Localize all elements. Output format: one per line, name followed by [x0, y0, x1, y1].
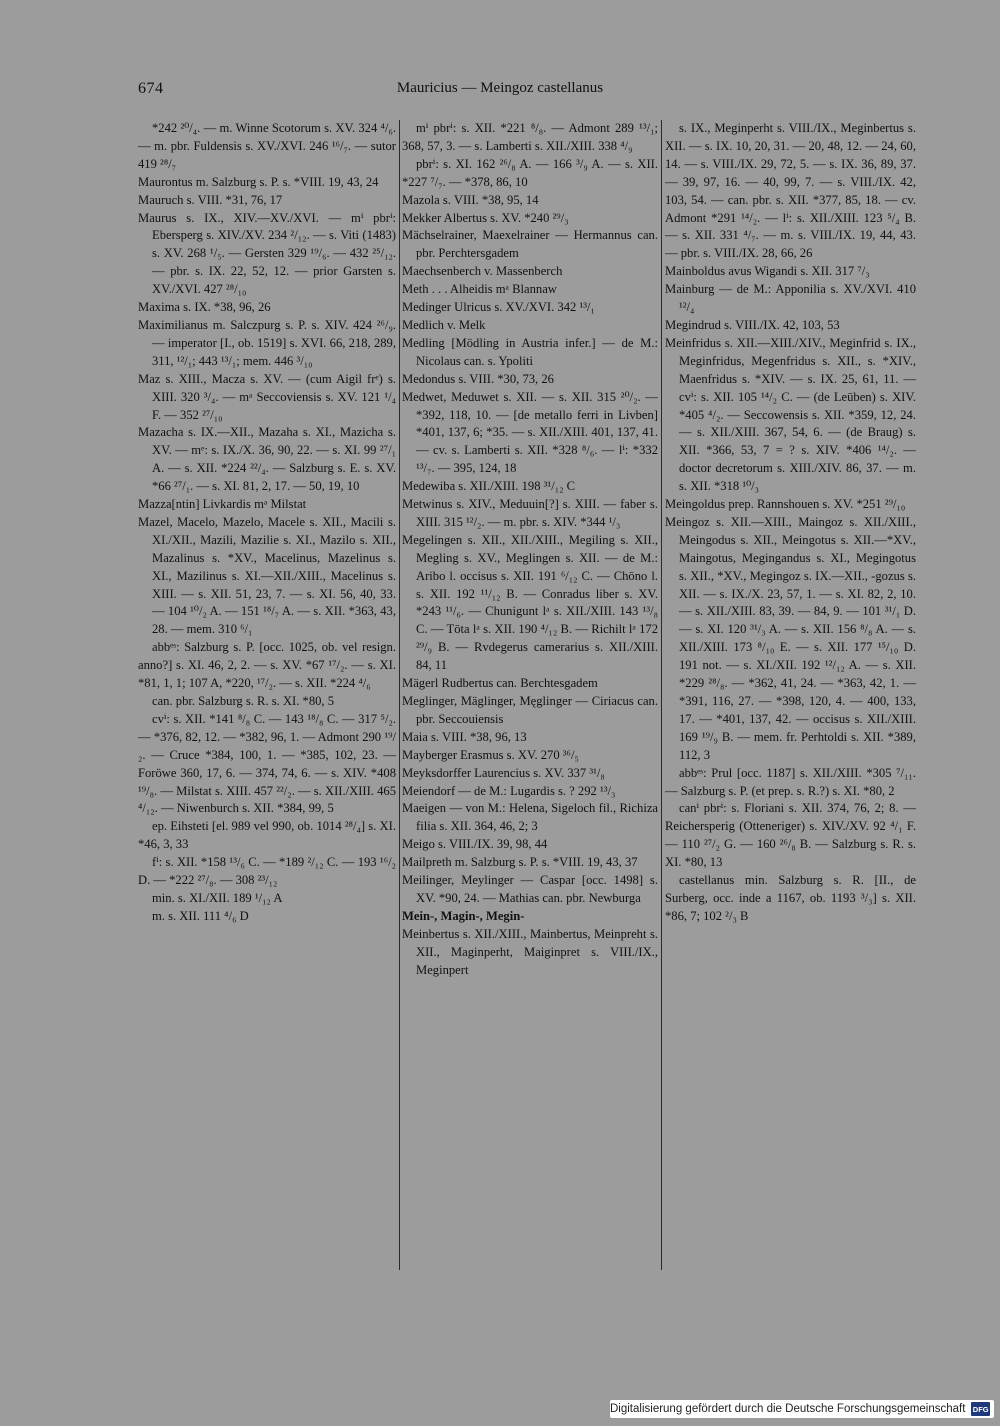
- index-entry: pbrⁱ: s. XI. 162 ²⁶/₈ A. — 166 ³/₉ A. — s. XII. *227 ⁷/₇. — *378, 86, 10: [402, 156, 658, 189]
- index-column-3: [665, 120, 916, 926]
- index-entry: min. s. XI./XII. 189 ¹/₁₂ A: [152, 890, 283, 905]
- index-entry: s. IX., Meginperht s. VIII./IX., Meginbertus s. XII. — s. IX. 10, 20, 31. — 20, 48, 12. — 24, 60, 14. — s. VIII./IX. 29, 72, 5. — s. IX. 36, 89, 37. — 39, 97, 16. — 40, 99, 7. — s. VIII./IX. 42, 103, 54. — can. pbr. s. XII. *377, 85, 18. — cv. Admont *291 ¹⁴/₂. — lⁱ: s. XII./XIII. 123 ⁵/₄ B. — s. XII. 331 ⁴/₇. — m. s. VIII./IX. 19, 44, 43. — pbr. s. VIII./IX. 28, 66, 26: [665, 121, 916, 261]
- index-entry: abbᵉˢ: Prul [occ. 1187] s. XII./XIII. *305 ⁷/₁₁. — Salzburg s. P. (et prep. s. R.?) s. XI. *80, 2: [665, 765, 916, 798]
- index-entry: Mazza[ntin] Livkardis mᵃ Milstat: [138, 497, 307, 512]
- index-entry: Mainboldus avus Wigandi s. XII. 317 ⁷/₃: [665, 264, 870, 279]
- index-entry: Mayberger Erasmus s. XV. 270 ³⁶/₅: [402, 747, 579, 762]
- footer-text: Digitalisierung gefördert durch die Deutsche Forschungsgemeinschaft: [610, 1403, 966, 1415]
- index-entry: Mailpreth m. Salzburg s. P. s. *VIII. 19, 43, 37: [402, 855, 638, 870]
- index-entry: abbᵉˢ: Salzburg s. P. [occ. 1025, ob. vel resign. anno?] s. XI. 46, 2, 2. — s. XV. *67 ¹⁷/₂. — s. XI. *81, 1, 1; 107 A, *220, ¹⁷/₂. — s. XII. *224 ⁴/₆: [138, 640, 396, 691]
- index-entry: Mainburg — de M.: Apponilia s. XV./XVI. 410 ¹²/₄: [665, 282, 916, 315]
- index-entry: Mekker Albertus s. XV. *240 ²⁹/₃: [402, 210, 569, 225]
- index-entry: Mazel, Macelo, Mazelo, Macele s. XII., Macili s. XI./XII., Mazili, Mazilie s. XI., Mazilo s. XII., Mazalinus s. *XV., Macelinus, Mazelinus s. XI., Mazilinus s. XI.—XII./XIII., Macelinus s. XIII. — s. XII. 51, 23, 7. — s. XI. 56, 40, 33. — 104 ¹⁰/₂ A. — 151 ¹⁸/₇ A. — s. XII. *363, 43, 28. — mem. 310 ⁶/₁: [138, 514, 396, 637]
- index-entry: Maia s. VIII. *38, 96, 13: [402, 729, 527, 744]
- index-entry: Medling [Mödling in Austria infer.] — de M.: Nicolaus can. s. Ypoliti: [402, 335, 658, 368]
- index-entry: Mazacha s. IX.—XII., Mazaha s. XI., Mazicha s. XV. — mᵉ: s. IX./X. 36, 90, 22. — s. XI. 99 ²⁷/₁ A. — s. XII. *224 ²²/₄. — Salzburg s. E. s. XV. *66 ²⁷/₁. — s. XI. 81, 2, 17. — 50, 19, 10: [138, 425, 396, 494]
- index-entry: cvⁱ: s. XII. *141 ⁸/₈ C. — 143 ¹⁸/₈ C. — 317 ⁵/₂. — *376, 82, 12. — *382, 96, 1. — Admont 290 ¹⁹/₂. — Cruce *384, 100, 1. — *385, 102, 23. — Foröwe 360, 17, 6. — 374, 74, 6. — s. XIV. *408 ¹⁹/₈. — Milstat s. XIII. 457 ²²/₂. — s. XII./XIII. 465 ⁴/₁₂. — Niwenburch s. XII. *384, 99, 5: [138, 711, 396, 816]
- index-entry: Meyksdorffer Laurencius s. XV. 337 ³¹/₈: [402, 765, 605, 780]
- footer-banner: [610, 1400, 994, 1418]
- index-entry: mⁱ pbrⁱ: s. XII. *221 ⁸/₈. — Admont 289 ¹³/₁; 368, 57, 3. — s. Lamberti s. XII./XIII. 338 ⁴/₉: [402, 121, 658, 153]
- index-entry: Meingoz s. XII.—XIII., Maingoz s. XII./XIII., Meingodus s. XII., Meingotus s. XII.—*XV., Maingotus, Megingandus s. XI., Megingotus s. XII., *XV., Megingoz s. IX.—XII., -gozus s. XII. — s. IX./X. 23, 57, 1. — s. XI. 82, 2, 10. — s. XII./XIII. 83, 39. — 84, 9. — 101 ³¹/₁ D. — s. XI. 120 ³¹/₃ A. — s. XII. 156 ⁸/₈ A. — s. XII./XIII. 173 ⁸/₁₀ E. — s. XII. 177 ¹⁵/₁₀ D. 191 not. — s. XI./XII. 192 ¹²/₁₂ A. — s. XII. *229 ²⁸/₈. — *362, 41, 24. — *363, 42, 1. — *391, 116, 27. — *398, 120, 4. — 400, 133, 17. — *401, 137, 42. — occisus s. XII./XIII. 169 ¹⁹/₉ B. — mem. fr. Perhtoldi s. XII. *389, 112, 3: [665, 514, 916, 762]
- section-heading: Mein-, Magin-, Megin-: [402, 908, 525, 923]
- index-entry: Meinbertus s. XII./XIII., Mainbertus, Meinpreht s. XII., Maginperht, Maiginpret s. VIII./IX., Meginpert: [402, 926, 658, 977]
- column-divider: [399, 120, 400, 1270]
- index-entry: Medondus s. VIII. *30, 73, 26: [402, 371, 554, 386]
- index-entry: can. pbr. Salzburg s. R. s. XI. *80, 5: [152, 694, 335, 708]
- index-entry: Megelingen s. XII., XII./XIII., Megiling s. XII., Megling s. XV., Meglingen s. XII. — de M.: Aribo l. occisus s. XII. 191 ⁶/₁₂ C. — Chōno l. s. XII. 192 ¹¹/₁₂ B. — Conradus liber s. XV. *243 ¹¹/₆. — Chunigunt lᵃ s. XII./XIII. 143 ¹³/₈ C. — Tōta lᵃ s. XII. 190 ⁴/₁₂ B. — Richilt lᵃ 172 ²⁹/₉ B. — Rvdegerus camerarius s. XII./XIII. 84, 11: [402, 532, 658, 673]
- index-entry: Maximilianus m. Salczpurg s. P. s. XIV. 424 ²⁶/₉. — imperator [I., ob. 1519] s. XVI. 66, 218, 289, 311, ¹²/₁; 443 ¹³/₁; mem. 446 ³/₁₀: [138, 317, 396, 368]
- index-entry: Maz s. XIII., Macza s. XV. — (cum Aigil frᵉ) s. XIII. 320 ³/₄. — mᵃ Seccoviensis s. XV. 121 ¹/₄ F. — 352 ²⁷/₁₀: [138, 371, 396, 422]
- dfg-logo-icon: DFG: [971, 1402, 990, 1416]
- index-entry: Meth . . . Alheidis mᵃ Blannaw: [402, 282, 557, 297]
- index-entry: Meilinger, Meylinger — Caspar [occ. 1498] s. XV. *90, 24. — Mathias can. pbr. Newburga: [402, 873, 658, 905]
- index-entry: m. s. XII. 111 ⁴/₆ D: [152, 908, 249, 923]
- index-entry: Mazola s. VIII. *38, 95, 14: [402, 192, 539, 207]
- index-entry: Mägerl Rudbertus can. Berchtesgadem: [402, 676, 598, 691]
- index-entry: Meigo s. VIII./IX. 39, 98, 44: [402, 837, 548, 852]
- index-entry: Medwet, Meduwet s. XII. — s. XII. 315 ²⁰/₂. — *392, 118, 10. — [de metallo ferri in Livben] *401, 137, 6; *35. — s. XII./XIII. 401, 137, 41. — cv. s. Lamberti s. XII. *328 ⁸/₆. — lⁱ: *332 ¹³/₇. — 395, 124, 18: [402, 389, 658, 476]
- index-entry: Meinfridus s. XII.—XIII./XIV., Meginfrid s. IX., Meginfridus, Megenfridus s. XII., s. *XIV., Maenfridus s. *XIV. — s. IX. 25, 61, 11. — cvⁱ: s. XII. 105 ¹⁴/₂ C. — (de Leūben) s. XIV. *405 ⁴/₂. — Seccowensis s. XII. *359, 12, 24. — s. XII./XIII. 367, 54, 6. — (de Braug) s. XII. *366, 53, 7 = ? s. XIV. *406 ¹⁴/₂. — doctor decretorum s. XIII./XIV. 86, 37. — m. s. XII. *318 ¹⁰/₃: [665, 335, 916, 494]
- index-entry: Metwinus s. XIV., Meduuin[?] s. XIII. — faber s. XIII. 315 ¹²/₂. — m. pbr. s. XIV. *344 ¹/₃: [402, 497, 658, 529]
- index-entry: Meingoldus prep. Rannshouen s. XV. *251 ²⁹/₁₀: [665, 497, 906, 512]
- index-column-2: [402, 120, 658, 980]
- index-entry: Medinger Ulricus s. XV./XVI. 342 ¹³/₁: [402, 300, 595, 315]
- index-entry: Megindrud s. VIII./IX. 42, 103, 53: [665, 317, 840, 332]
- index-column-1: [138, 120, 396, 926]
- index-entry: Maxima s. IX. *38, 96, 26: [138, 300, 271, 315]
- index-entry: ep. Eihsteti [el. 989 vel 990, ob. 1014 ²⁸/₄] s. XI. *46, 3, 33: [138, 819, 396, 852]
- index-entry: Meglinger, Mäglinger, Męglinger — Ciriacus can. pbr. Seccouiensis: [402, 694, 658, 726]
- page-number: 674: [138, 80, 164, 97]
- running-title: Mauricius — Meingoz castellanus: [396, 80, 604, 96]
- index-entry: *242 ²⁰/₄. — m. Winne Scotorum s. XV. 324 ⁴/₆. — m. pbr. Fuldensis s. XV./XVI. 246 ¹⁶/₇. — sutor 419 ²⁸/₇: [138, 121, 396, 171]
- index-entry: Meiendorf — de M.: Lugardis s. ? 292 ¹³/₃: [402, 783, 616, 798]
- index-entry: Maeigen — von M.: Helena, Sigeloch fil., Richiza filia s. XII. 364, 46, 2; 3: [402, 801, 658, 834]
- index-entry: castellanus min. Salzburg s. R. [II., de Surberg, occ. inde a 1167, ob. 1193 ³/₃] s. XII. *86, 7; 102 ²/₃ B: [665, 873, 916, 923]
- index-entry: Mauruch s. VIII. *31, 76, 17: [138, 192, 283, 207]
- index-entry: Mächselrainer, Maexelrainer — Hermannus can. pbr. Perchtersgadem: [402, 228, 658, 261]
- index-entry: Maechsenberch v. Massenberch: [402, 264, 563, 279]
- index-entry: fⁱ: s. XII. *158 ¹³/₆ C. — *189 ²/₁₂ C. — 193 ¹⁶/₂ D. — *222 ²⁷/₈. — 308 ²³/₁₂: [138, 855, 396, 888]
- index-entry: Medlich v. Melk: [402, 317, 486, 332]
- column-divider: [661, 120, 662, 1270]
- index-entry: Maurontus m. Salzburg s. P. s. *VIII. 19, 43, 24: [138, 174, 379, 189]
- index-entry: canⁱ pbrⁱ: s. Floriani s. XII. 374, 76, 2; 8. — Reichersperig (Otteneriger) s. XIV./XV. 92 ⁴/₁ F. — 110 ²⁷/₂ G. — 160 ²⁶/₈ B. — Salzburg s. R. s. XI. *80, 13: [665, 801, 916, 870]
- index-entry: Medewiba s. XII./XIII. 198 ³¹/₁₂ C: [402, 479, 576, 494]
- index-entry: Maurus s. IX., XIV.—XV./XVI. — mⁱ pbrⁱ: Ebersperg s. XIV./XV. 234 ²/₁₂. — s. Viti (1483) s. XV. 268 ¹/₅. — Gersten 329 ¹⁹/₆. — 432 ²⁵/₁₂. — pbr. s. IX. 22, 52, 12. — prior Garsten s. XV./XVI. 427 ²⁸/₁₀: [138, 210, 396, 297]
